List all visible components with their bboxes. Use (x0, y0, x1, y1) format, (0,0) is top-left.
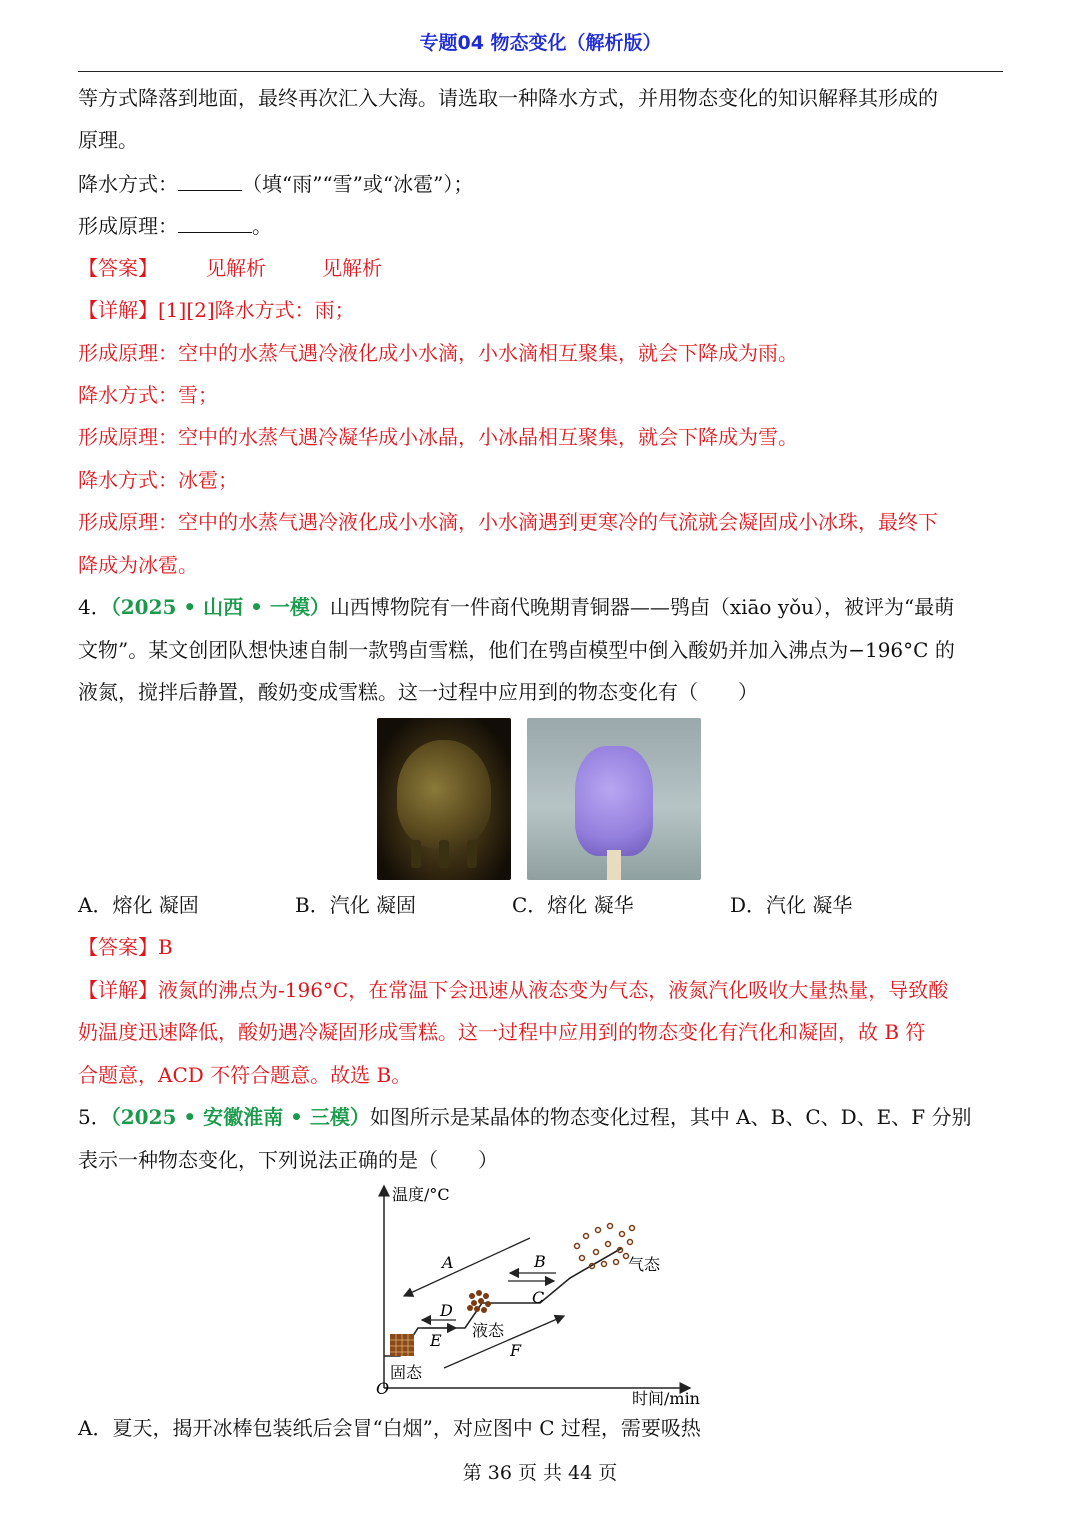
q3-detail-2: 形成原理：空中的水蒸气遇冷液化成小水滴，小水滴相互聚集，就会下降成为雨。 (78, 341, 798, 365)
q3-answer (78, 253, 382, 283)
page-header (78, 28, 1003, 72)
phase-change-diagram (360, 1178, 720, 1410)
answer-tag: 【答案】 (78, 256, 158, 280)
q4-stem-3: 液氮，搅拌后静置，酸奶变成雪糕。这一过程中应用到的物态变化有（ ） (78, 680, 758, 704)
question-text: 如图所示是某晶体的物态变化过程，其中 A、B、C、D、E、F 分别 (369, 1105, 972, 1129)
q3-line-1: 等方式降落到地面，最终再次汇入大海。请选取一种降水方式，并用物态变化的知识解释其形成的 (78, 86, 938, 110)
detail-tag: 【详解】 (78, 978, 158, 1002)
q3-blank-line-2 (78, 210, 272, 241)
q4-detail-2: 奶温度迅速降低，酸奶遇冷凝固形成雪糕。这一过程中应用到的物态变化有汽化和凝固，故 B 符 (78, 1020, 926, 1044)
q3-detail-4: 形成原理：空中的水蒸气遇冷凝华成小冰晶，小冰晶相互聚集，就会下降成为雪。 (78, 425, 798, 449)
option-b[interactable]: B．汽化 凝固 (295, 893, 417, 917)
q3-blank-suffix-1: （填“雨”“雪”或“冰雹”）； (242, 172, 474, 196)
question-source: （2025 • 山西 • 一模） (110, 595, 330, 619)
arrow-label-b: B (534, 1252, 546, 1271)
bronze-vessel-leg (411, 840, 421, 868)
header-title: 专题04 物态变化（解析版） (419, 32, 662, 54)
ice-cream-body (575, 746, 653, 856)
arrow-label-c: C (532, 1288, 545, 1307)
q5-stem-1 (78, 1102, 972, 1132)
q3-blank-prefix-2: 形成原理： (78, 214, 178, 238)
answer-value-2: 见解析 (322, 256, 382, 280)
q5-option-a[interactable]: A．夏天，揭开冰棒包装纸后会冒“白烟”，对应图中 C 过程，需要吸热 (78, 1416, 701, 1440)
q4-detail-3: 合题意，ACD 不符合题意。故选 B。 (78, 1063, 412, 1087)
q3-detail-1 (78, 295, 355, 325)
bronze-vessel-leg (439, 840, 449, 868)
liquid-particles (467, 1290, 491, 1313)
answer-value-1: 见解析 (206, 256, 266, 280)
ice-cream-stick (607, 850, 621, 880)
arrow-label-f: F (510, 1341, 522, 1360)
q3-detail-6: 形成原理：空中的水蒸气遇冷液化成小水滴，小水滴遇到更寒冷的气流就会凝固成小冰珠，最终下 (78, 510, 938, 534)
q3-detail-5: 降水方式：冰雹； (78, 468, 238, 492)
q3-line-2: 原理。 (78, 128, 138, 152)
question-number: 4． (78, 595, 111, 619)
answer-blank-2[interactable] (178, 210, 252, 233)
y-axis-label: 温度/°C (392, 1185, 450, 1204)
header-rule (78, 71, 1003, 72)
q4-stem-2: 文物”。某文创团队想快速自制一款鸮卣雪糕，他们在鸮卣模型中倒入酸奶并加入沸点为−196°C 的 (78, 638, 955, 662)
liquid-label: 液态 (472, 1321, 505, 1340)
arrow-label-d: D (440, 1301, 453, 1320)
solid-label: 固态 (390, 1363, 423, 1382)
bronze-vessel-body (397, 740, 491, 848)
page-number: 第 36 页 共 44 页 (462, 1462, 618, 1484)
option-d[interactable]: D．汽化 凝华 (730, 893, 853, 917)
option-c[interactable]: C．熔化 凝华 (512, 893, 634, 917)
q3-detail-7: 降成为冰雹。 (78, 553, 198, 577)
gas-label: 气态 (628, 1255, 661, 1274)
arrow-a (404, 1238, 530, 1296)
x-axis-label: 时间/min (632, 1389, 700, 1408)
owl-ice-cream-photo (527, 718, 701, 880)
q4-detail-1 (78, 975, 948, 1005)
origin-label: O (376, 1379, 390, 1398)
answer-tag: 【答案】 (78, 935, 158, 959)
arrow-label-a: A (442, 1253, 454, 1272)
detail-text: [1][2]降水方式：雨； (158, 298, 355, 322)
question-text: 山西博物院有一件商代晚期青铜器——鸮卣（xiāo yǒu），被评为“最萌 (329, 595, 955, 619)
question-source: （2025 • 安徽淮南 • 三模） (110, 1105, 370, 1129)
bronze-vessel-leg (467, 840, 477, 868)
solid-particles (390, 1334, 414, 1356)
detail-text: 液氮的沸点为-196°C，在常温下会迅速从液态变为气态，液氮汽化吸收大量热量，导致酸 (158, 978, 949, 1002)
bronze-owl-vessel-photo (377, 718, 511, 880)
q4-answer (78, 932, 173, 962)
q5-stem-2: 表示一种物态变化，下列说法正确的是（ ） (78, 1148, 498, 1172)
gas-particles (575, 1224, 635, 1269)
q3-detail-3: 降水方式：雪； (78, 383, 218, 407)
answer-value: B (158, 935, 173, 959)
page-footer (0, 1458, 1080, 1485)
question-number: 5． (78, 1105, 111, 1129)
detail-tag: 【详解】 (78, 298, 158, 322)
q3-blank-line-1 (78, 168, 473, 199)
q4-stem-1 (78, 592, 954, 622)
arrow-label-e: E (430, 1331, 442, 1350)
option-a[interactable]: A．熔化 凝固 (78, 893, 199, 917)
q3-blank-prefix-1: 降水方式： (78, 172, 178, 196)
answer-blank-1[interactable] (178, 168, 242, 191)
q3-blank-suffix-2: 。 (252, 214, 272, 238)
